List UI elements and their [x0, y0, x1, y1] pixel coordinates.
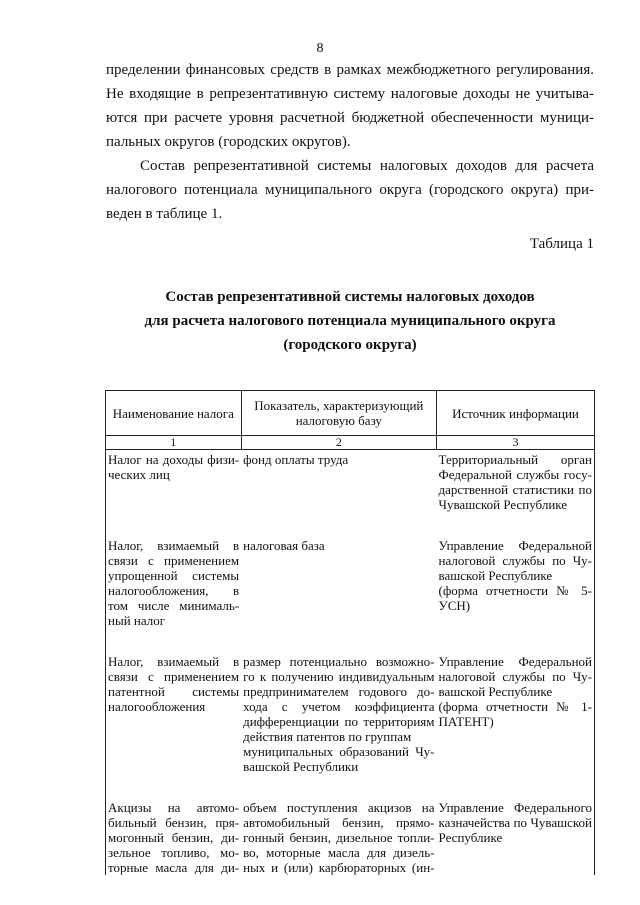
cell-line: вашской Республики: [243, 759, 359, 774]
cell-line: налогообложения, в: [108, 583, 240, 598]
cell-line: торные масла для ди-: [108, 860, 240, 875]
cell-line: Управление Федеральной: [438, 538, 592, 553]
cell-line: (форма отчетности № 1-: [438, 699, 592, 714]
cell-line: зельное топливо, мо-: [108, 845, 240, 860]
column-number: 2: [241, 436, 436, 450]
paragraph-line: Состав репрезентативной системы налоговых доходов для расчета: [140, 158, 594, 174]
indicator-cell: [241, 654, 436, 774]
source-cell: [437, 800, 595, 875]
indicator-cell: [241, 800, 436, 875]
cell-line: объем поступления акцизов на: [243, 800, 435, 815]
cell-line: казначейства по Чувашской: [438, 815, 592, 830]
cell-line: Территориальный орган: [438, 452, 592, 467]
cell-line: том числе минималь-: [108, 598, 240, 613]
tax-table: [105, 390, 595, 875]
cell-line: размер потенциально возможно-: [243, 654, 435, 669]
cell-line: предпринимателем годового до-: [243, 684, 435, 699]
cell-line: во, моторные масла для дизель-: [243, 845, 435, 860]
column-number: 1: [106, 436, 242, 450]
cell-line: налоговая база: [243, 538, 325, 553]
cell-line: УСН): [438, 598, 471, 613]
cell-line: Управление Федеральной: [438, 654, 592, 669]
source-cell: [437, 654, 595, 774]
paragraph-line: Не входящие в репрезентативную систему налоговые доходы не учитыва-: [106, 86, 594, 102]
tax-name-cell: [106, 800, 242, 875]
table-title-line: (городского округа): [283, 337, 417, 353]
header-tax-name: Наименование налога: [106, 391, 242, 436]
cell-line: действия патентов по группам: [243, 729, 412, 744]
cell-line: гонный бензин, дизельное топли-: [243, 830, 435, 845]
paragraph-line: веден в таблице 1.: [106, 206, 223, 222]
cell-line: дарственной статистики по: [438, 482, 592, 497]
cell-line: ческих лиц: [108, 467, 170, 482]
cell-line: связи с применением: [108, 553, 240, 568]
cell-line: фонд оплаты труда: [243, 452, 349, 467]
cell-line: могонный бензин, ди-: [108, 830, 240, 845]
table-title-line: для расчета налогового потенциала муниципального округа: [144, 313, 556, 329]
cell-line: го к получению индивидуальным: [243, 669, 435, 684]
header-source: Источник информации: [437, 391, 595, 436]
paragraph-line: пальных округов (городских округов).: [106, 134, 351, 150]
cell-line: налогообложения: [108, 699, 206, 714]
table-row: [106, 450, 595, 513]
cell-line: автомобильный бензин, прямо-: [243, 815, 435, 830]
indicator-cell: [241, 450, 436, 513]
indicator-cell: [241, 538, 436, 628]
cell-line: Федеральной службы госу-: [438, 467, 592, 482]
cell-line: налоговой службы по Чу-: [438, 553, 592, 568]
tax-name-cell: [106, 538, 242, 628]
tax-name-cell: [106, 450, 242, 513]
cell-line: Налог, взимаемый в: [108, 538, 240, 553]
cell-line: вашской Республике: [438, 568, 553, 583]
header-indicator: Показатель, характеризующий налоговую базу: [241, 391, 436, 436]
cell-line: налоговой службы по Чу-: [438, 669, 592, 684]
cell-line: муниципальных образований Чу-: [243, 744, 435, 759]
cell-line: вашской Республике: [438, 684, 553, 699]
second-paragraph: [106, 154, 594, 226]
source-cell: [437, 450, 595, 513]
tax-name-cell: [106, 654, 242, 774]
table-row: [106, 800, 595, 875]
source-cell: [437, 538, 595, 628]
table-title: [106, 285, 594, 357]
table-title-line: Состав репрезентативной системы налоговых доходов: [165, 289, 535, 305]
cell-line: патентной системы: [108, 684, 240, 699]
column-number: 3: [437, 436, 595, 450]
cell-line: ный налог: [108, 613, 166, 628]
cell-line: Налог, взимаемый в: [108, 654, 240, 669]
paragraph-line: налогового потенциала муниципального округа (городского округа) при-: [106, 182, 594, 198]
cell-line: связи с применением: [108, 669, 240, 684]
cell-line: упрощенной системы: [108, 568, 240, 583]
page-number: 8: [316, 41, 324, 56]
cell-line: Чувашской Республике: [438, 497, 568, 512]
cell-line: ПАТЕНТ): [438, 714, 494, 729]
cell-line: ных и (или) карбюраторных (ин-: [243, 860, 435, 875]
table-row: [106, 654, 595, 774]
cell-line: Акцизы на автомо-: [108, 800, 240, 815]
intro-paragraph: [106, 58, 594, 154]
cell-line: бильный бензин, пря-: [108, 815, 240, 830]
paragraph-line: пределении финансовых средств в рамках межбюджетного регулирования.: [106, 62, 594, 78]
table-row: [106, 538, 595, 628]
cell-line: (форма отчетности № 5-: [438, 583, 592, 598]
cell-line: Налог на доходы физи-: [108, 452, 240, 467]
table-number: Таблица 1: [529, 236, 594, 252]
paragraph-line: ются при расчете уровня расчетной бюджетной обеспеченности муници-: [106, 110, 594, 126]
cell-line: хода с учетом коэффициента: [243, 699, 435, 714]
cell-line: Управление Федерального: [438, 800, 592, 815]
cell-line: дифференциации по территориям: [243, 714, 435, 729]
cell-line: Республике: [438, 830, 503, 845]
